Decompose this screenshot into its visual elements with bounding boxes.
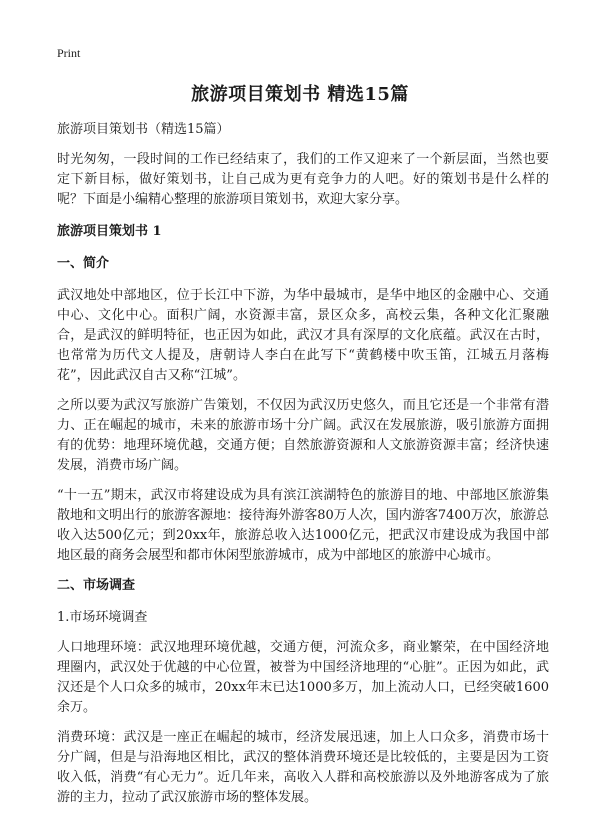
paragraph: 人口地理环境：武汉地理环境优越，交通方便，河流众多，商业繁荣，在中国经济地理圈内，武汉处于优越的中心位置，被誉为中国经济地理的“心脏”。正因为如此，武汉还是个人口众多的城市，20xx年末已达1000多万，加上流动人口，已经突破1600余万。 [57,640,549,715]
heading-market-research: 二、市场调查 [57,578,136,593]
document-body [57,120,549,818]
paragraph: 之所以要为武汉写旅游广告策划，不仅因为武汉历史悠久，而且它还是一个非常有潜力、正在崛起的城市，未来的旅游市场十分广阔。武汉在发展旅游，吸引旅游方面拥有的优势：地理环境优越，交通方便；自然旅游资源和人文旅游资源丰富；经济快速发展，消费市场广阔。 [57,398,549,473]
paragraph: “十一五”期末，武汉市将建设成为具有滨江滨湖特色的旅游目的地、中部地区旅游集散地和文明出行的旅游客源地：接待海外游客80万人次，国内游客7400万次，旅游总收入达500亿元；到20xx年，旅游总收入达1000亿元，把武汉市建设成为我国中部地区最的商务会展型和都市休闲型旅游城市，成为中部地区的旅游中心城市。 [57,488,549,563]
print-link[interactable]: Print [57,46,81,60]
document-subtitle: 旅游项目策划书（精选15篇） [57,122,230,137]
intro-paragraph: 时光匆匆，一段时间的工作已经结束了，我们的工作又迎来了一个新层面，当然也要定下新目标，做好策划书，让自己成为更有竞争力的人吧。好的策划书是什么样的呢？下面是小编精心整理的旅游项目策划书，欢迎大家分享。 [57,152,549,207]
page-title: 旅游项目策划书 精选15篇 [191,84,409,105]
paragraph: 消费环境：武汉是一座正在崛起的城市，经济发展迅速，加上人口众多，消费市场十分广阔，但是与沿海地区相比，武汉的整体消费环境还是比较低的，主要是因为工资收入低，消费“有心无力”。近几年来，高收入人群和高校旅游以及外地游客成为了旅游的主力，拉动了武汉旅游市场的整体发展。 [57,730,549,805]
paragraph: 武汉地处中部地区，位于长江中下游，为华中最城市，是华中地区的金融中心、交通中心、文化中心。面积广阔，水资源丰富，景区众多，高校云集，各种文化汇聚融合，是武汉的鲜明特征，也正因为如此，武汉才具有深厚的文化底蕴。武汉在古时，也常常为历代文人提及，唐朝诗人李白在此写下“黄鹤楼中吹玉笛，江城五月落梅花”，因此武汉自古又称“江城”。 [57,288,549,383]
sub-heading: 1.市场环境调查 [57,610,148,625]
heading-intro: 一、简介 [57,256,110,271]
section-title: 旅游项目策划书 1 [57,224,162,239]
